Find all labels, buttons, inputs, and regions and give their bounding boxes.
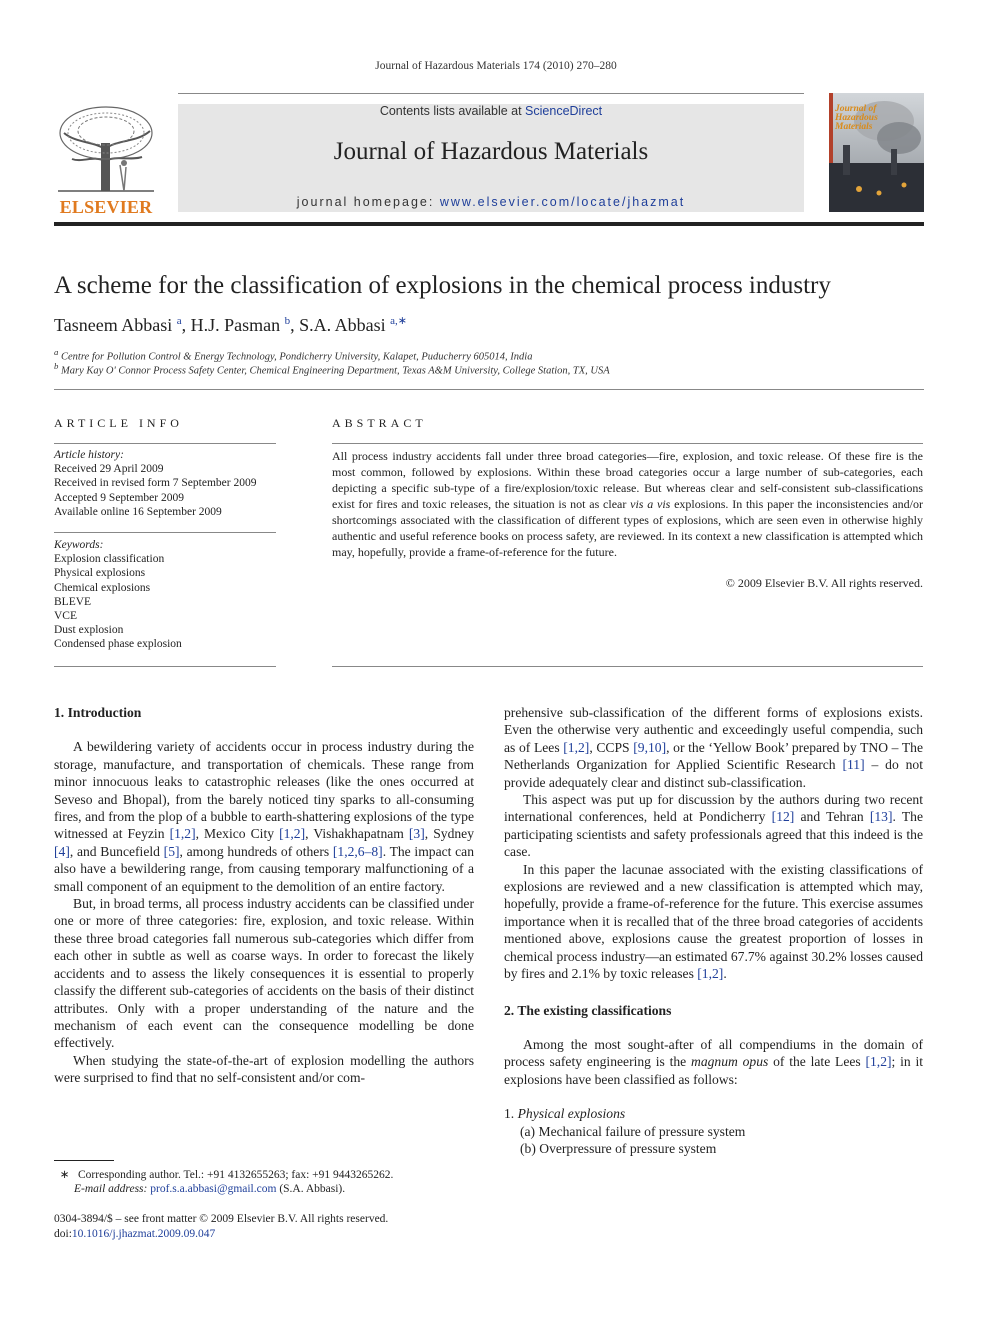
citation-link[interactable]: [9,10]	[633, 739, 667, 755]
homepage-link[interactable]: www.elsevier.com/locate/jhazmat	[439, 195, 686, 209]
affiliation-text: Centre for Pollution Control & Energy Technology, Pondicherry University, Kalapet, Puducherry 605014, India	[61, 351, 533, 363]
article-title: A scheme for the classification of explosions in the chemical process industry	[54, 272, 831, 299]
abstract-copyright: © 2009 Elsevier B.V. All rights reserved.	[725, 576, 923, 590]
author-affil-sup[interactable]: a	[176, 315, 182, 327]
journal-cover-image	[829, 93, 924, 212]
issn-line: 0304-3894/$ – see front matter © 2009 Elsevier B.V. All rights reserved.	[54, 1213, 389, 1225]
text: . The participating scientists and safety professionals agreed that this indeed is the case.	[504, 809, 924, 860]
article-info-heading: ARTICLE INFO	[54, 416, 183, 430]
doi-link[interactable]: 10.1016/j.jhazmat.2009.09.047	[71, 1228, 216, 1240]
paragraph: When studying the state-of-the-art of explosion modelling the authors were surprised to find that no self-consistent and/or com-	[54, 1052, 474, 1086]
citation-link[interactable]: [1,2]	[169, 826, 196, 842]
homepage-line	[178, 195, 804, 209]
paragraph	[504, 704, 923, 791]
affiliation-sup: a	[54, 347, 59, 357]
paragraph: But, in broad terms, all process industry accidents can be classified under one or more of three categories: fire, explosion, and toxic release. Within these three broad categories fall numerous sub-categories which differ from each other in subtle as well as coarse ways. In order to forecast the likely accidents and to assess the likely consequences it is essential to properly classify the different sub-categories of accidents on the basis of their distinct attributes. Only with a proper understanding of the nature and the mechanism of each event can the consequence modelling be done effectively.	[54, 896, 474, 1051]
homepage-prefix: journal homepage:	[296, 195, 440, 209]
text: of the late Lees	[768, 1054, 866, 1070]
author-affil-sup[interactable]: a,∗	[390, 315, 407, 327]
abstract-heading: ABSTRACT	[332, 416, 427, 430]
journal-title: Journal of Hazardous Materials	[333, 138, 649, 165]
paragraph	[504, 1036, 923, 1088]
history-accepted: Accepted 9 September 2009	[54, 491, 184, 504]
elsevier-wordmark: ELSEVIER	[59, 197, 153, 217]
article-history	[54, 448, 276, 519]
affiliation-text: Mary Kay O' Connor Process Safety Center, Chemical Engineering Department, Texas A&M University, College Station, TX, USA	[61, 365, 610, 377]
paragraph	[504, 791, 923, 861]
abstract-bottom-rule	[332, 666, 923, 667]
text: , Vishakhapatnam	[305, 826, 409, 842]
author-name: H.J. Pasman	[190, 315, 281, 335]
abstract-text	[332, 448, 923, 560]
author-affil-sup[interactable]: b	[284, 315, 291, 327]
keywords	[54, 538, 276, 652]
list-text: Physical explosions	[517, 1106, 626, 1122]
corresponding-author-footnote	[54, 1168, 474, 1183]
keyword: Explosion classification	[54, 553, 165, 566]
affiliation-b	[54, 361, 924, 377]
email-label: E-mail address:	[74, 1183, 148, 1195]
section-1-heading: 1. Introduction	[54, 705, 142, 720]
cover-title-line-3: Materials	[835, 122, 873, 132]
abstract-part: All process industry accidents fall under three broad categories—fire, explosion, and toxic release. Of these fire is the most common, followed by explosions. Within these broad categories occur a large number of sub-categories, each depicting a specific sub-type of a fire/explosion/toxic release. But whereas clear and self-consistent sub-classifications exist for fires and toxic releases, the situation is not as clear	[332, 449, 923, 511]
text: . The impact can also have a bewildering range, from causing temporary malfunctioning of a small component of an equipment to the demolition of an entire factory.	[54, 843, 474, 894]
author-list: Tasneem Abbasi $^a$, H.J. Pasman $^b$, S.A. Abbasi $^{a,∗}$	[54, 315, 407, 335]
history-label: Article history:	[54, 449, 124, 461]
abstract-rule	[332, 443, 923, 444]
citation-link[interactable]: [13]	[869, 809, 893, 825]
list-subitem: (a) Mechanical failure of pressure system	[520, 1123, 746, 1139]
header-thick-rule	[54, 222, 924, 226]
author-name: Tasneem Abbasi	[54, 315, 173, 335]
section-2-heading: 2. The existing classifications	[504, 1002, 672, 1018]
keyword: Chemical explosions	[54, 581, 151, 594]
contents-prefix: Contents lists available at	[379, 104, 526, 118]
text-italic: magnum opus	[691, 1054, 769, 1070]
citation-link[interactable]: [1,2]	[563, 739, 590, 755]
text: , among hundreds of others	[179, 843, 333, 859]
text: , and Buncefield	[69, 843, 164, 859]
text: ; in it explosions have been classified as follows:	[504, 1054, 923, 1087]
text: In this paper the lacunae associated with the existing classifications of explosions are reviewed and a new classification is attempted which may, hopefully, provide a frame-of-reference for the future. This exercise assumes importance when it is recalled that of the three broad categories of accidents mentioned above, explosions cause the greatest proportion of losses in chemical process industry—an estimated 67.7% against 30.2% losses caused by fires and 2.1% by toxic releases	[504, 861, 923, 982]
citation-link[interactable]: [12]	[771, 809, 795, 825]
footnote-rule	[54, 1160, 114, 1161]
header-top-rule	[178, 93, 804, 94]
text: .	[723, 966, 727, 982]
keyword: BLEVE	[54, 595, 92, 608]
keyword: VCE	[54, 610, 77, 623]
author-name: S.A. Abbasi	[299, 315, 386, 335]
history-revised: Received in revised form 7 September 2009	[54, 477, 257, 490]
keyword: Physical explosions	[54, 567, 146, 580]
article-info-bottom-rule	[54, 666, 276, 667]
keywords-label: Keywords:	[54, 539, 104, 551]
keyword: Dust explosion	[54, 624, 124, 637]
citation-link[interactable]: [3]	[408, 826, 425, 842]
history-online: Available online 16 September 2009	[54, 505, 222, 518]
citation-link[interactable]: [1,2]	[279, 826, 306, 842]
article-info-rule	[54, 443, 276, 444]
citation-link[interactable]: [5]	[163, 843, 180, 859]
citation-link[interactable]: [1,2,6–8]	[332, 843, 383, 859]
body-column-left	[54, 704, 474, 1087]
paragraph	[54, 738, 474, 895]
text: , Mexico City	[195, 826, 280, 842]
citation-link[interactable]: [1,2]	[697, 966, 724, 982]
text: – do not provide adequately clear and distinct sub-classification.	[504, 757, 923, 790]
journal-citation: Journal of Hazardous Materials 174 (2010) 270–280	[375, 60, 617, 72]
contents-line	[178, 104, 804, 118]
email-footnote	[54, 1182, 494, 1197]
footnote-star: ∗	[59, 1169, 70, 1181]
cover-title-line-2: Hazardous	[835, 113, 878, 123]
text: and Tehran	[794, 809, 870, 825]
history-received: Received 29 April 2009	[54, 463, 164, 476]
list-number: 1.	[504, 1106, 518, 1122]
list-item	[504, 1105, 923, 1122]
text: , CCPS	[589, 739, 634, 755]
keyword: Condensed phase explosion	[54, 638, 182, 651]
email-name: (S.A. Abbasi).	[276, 1183, 346, 1195]
affiliation-sup: b	[54, 361, 59, 371]
text: , Sydney	[424, 826, 474, 842]
footnote-text: Corresponding author. Tel.: +91 4132655263; fax: +91 9443265262.	[78, 1169, 394, 1181]
cover-title-line-1: Journal of	[835, 104, 877, 114]
citation-link[interactable]: [11]	[842, 757, 865, 773]
body-column-right	[504, 704, 923, 1157]
email-link[interactable]: prof.s.a.abbasi@gmail.com	[150, 1183, 277, 1195]
text: , or the ‘Yellow Book’ prepared by TNO – The Netherlands Organization for Applied Scientific Research	[504, 739, 923, 773]
text: prehensive sub-classification of the different forms of explosions exists. Even the otherwise very authentic and exceedingly useful compendia, such as of Lees	[504, 705, 923, 755]
doi-line	[54, 1227, 474, 1242]
keywords-rule	[54, 532, 276, 533]
citation-link[interactable]: [4]	[54, 843, 70, 859]
sciencedirect-link[interactable]: ScienceDirect	[525, 104, 603, 118]
affiliation-rule	[54, 389, 924, 390]
citation-link[interactable]: [1,2]	[865, 1054, 892, 1070]
paragraph	[504, 861, 923, 983]
cover-title	[835, 105, 915, 132]
text: Among the most sought-after of all compendiums in the domain of process safety engineering is the	[504, 1036, 923, 1070]
list-subitem: (b) Overpressure of pressure system	[520, 1140, 717, 1156]
text: This aspect was put up for discussion by the authors during two recent international conferences, held at Pondicherry	[504, 792, 923, 825]
abstract-part: explosions. In this paper the inconsistencies and/or shortcomings associated with the classification of different types of explosions, which are seen even in otherwise highly authentic and useful reference books on process safety, are reviewed. In its context a new classification is attempted which may, hopefully, provide a frame-of-reference for the future.	[332, 497, 923, 559]
text: A bewildering variety of accidents occur in process industry during the storage, manufacture, and transportation of chemicals. These range from minor innocuous leaks to catastrophic releases (like the ones occurred at Seveso and Bhopal), from the barely noticed tiny sparks to all-consuming fires, and from the plop of a bubble to earth-shattering explosions of the type witnessed at Feyzin	[54, 739, 474, 842]
abstract-italic: vis a vis	[630, 497, 671, 511]
doi-label: doi:	[54, 1228, 72, 1240]
